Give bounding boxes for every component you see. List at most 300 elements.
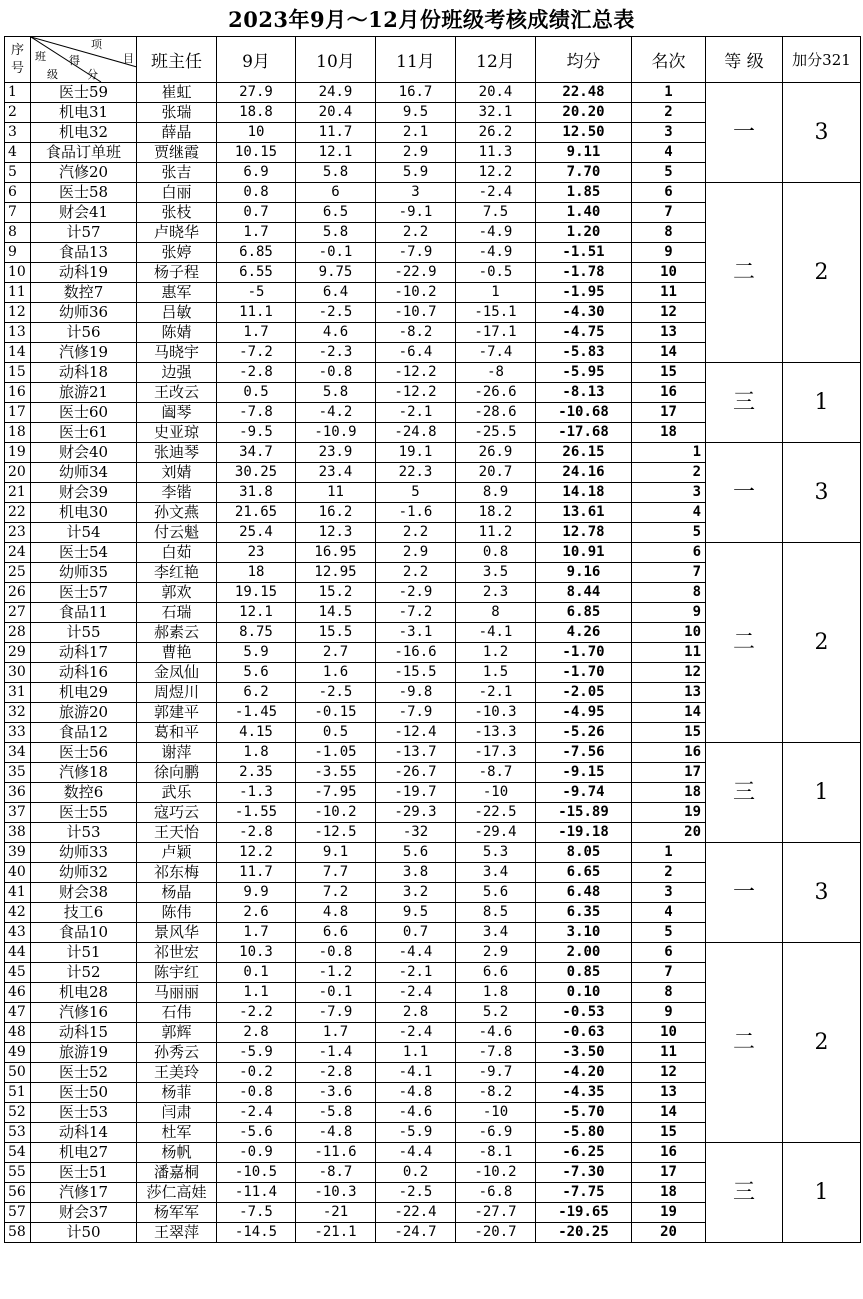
rank: 9 (632, 1003, 706, 1023)
score-oct: -1.2 (296, 963, 376, 983)
rank: 7 (632, 963, 706, 983)
score-nov: -26.7 (376, 763, 456, 783)
score-dec: -6.8 (456, 1183, 536, 1203)
rank: 12 (632, 663, 706, 683)
score-dec: 1.5 (456, 663, 536, 683)
score-sep: 1.7 (217, 223, 296, 243)
score-dec: 5.6 (456, 883, 536, 903)
score-sep: 2.35 (217, 763, 296, 783)
class-name: 机电32 (31, 123, 137, 143)
average-score: 20.20 (536, 103, 632, 123)
diag-label-class: 班 (35, 50, 46, 63)
score-dec: -8.1 (456, 1143, 536, 1163)
table-row (5, 743, 861, 763)
teacher-name: 陈伟 (137, 903, 217, 923)
average-score: -19.18 (536, 823, 632, 843)
class-name: 医士56 (31, 743, 137, 763)
header-index-bottom: 号 (10, 60, 24, 76)
teacher-name: 郭建平 (137, 703, 217, 723)
score-nov: 2.2 (376, 563, 456, 583)
row-index: 35 (5, 763, 31, 783)
score-oct: -10.3 (296, 1183, 376, 1203)
score-oct: 5.8 (296, 383, 376, 403)
diag-label-fen: 分 (87, 68, 98, 81)
class-name: 动科19 (31, 263, 137, 283)
score-nov: 2.9 (376, 143, 456, 163)
score-dec: -2.4 (456, 183, 536, 203)
table-row (5, 943, 861, 963)
score-dec: 11.2 (456, 523, 536, 543)
score-oct: -21 (296, 1203, 376, 1223)
row-index: 11 (5, 283, 31, 303)
score-nov: 0.2 (376, 1163, 456, 1183)
row-index: 28 (5, 623, 31, 643)
average-score: 6.85 (536, 603, 632, 623)
header-sep: 9月 (217, 37, 296, 83)
score-sep: -5 (217, 283, 296, 303)
average-score: -17.68 (536, 423, 632, 443)
score-dec: -17.3 (456, 743, 536, 763)
score-sep: 5.6 (217, 663, 296, 683)
score-dec: -7.8 (456, 1043, 536, 1063)
teacher-name: 寇巧云 (137, 803, 217, 823)
score-sep: 11.1 (217, 303, 296, 323)
score-dec: -22.5 (456, 803, 536, 823)
average-score: 12.50 (536, 123, 632, 143)
row-index: 10 (5, 263, 31, 283)
class-name: 动科17 (31, 643, 137, 663)
teacher-name: 郭辉 (137, 1023, 217, 1043)
score-nov: 5.9 (376, 163, 456, 183)
row-index: 49 (5, 1043, 31, 1063)
score-nov: 2.9 (376, 543, 456, 563)
class-name: 财会38 (31, 883, 137, 903)
teacher-name: 王美玲 (137, 1063, 217, 1083)
bonus-points: 1 (783, 1143, 861, 1243)
grade-level: 三 (706, 743, 783, 843)
row-index: 16 (5, 383, 31, 403)
score-nov: 5.6 (376, 843, 456, 863)
score-sep: 2.6 (217, 903, 296, 923)
score-oct: 12.3 (296, 523, 376, 543)
score-sep: -0.8 (217, 1083, 296, 1103)
average-score: 9.11 (536, 143, 632, 163)
rank: 18 (632, 783, 706, 803)
teacher-name: 莎仁高娃 (137, 1183, 217, 1203)
score-oct: 15.2 (296, 583, 376, 603)
teacher-name: 金凤仙 (137, 663, 217, 683)
teacher-name: 张瑞 (137, 103, 217, 123)
rank: 18 (632, 1183, 706, 1203)
score-dec: -7.4 (456, 343, 536, 363)
teacher-name: 白茹 (137, 543, 217, 563)
score-oct: 23.9 (296, 443, 376, 463)
score-sep: 18.8 (217, 103, 296, 123)
score-nov: -12.2 (376, 383, 456, 403)
average-score: -5.83 (536, 343, 632, 363)
row-index: 23 (5, 523, 31, 543)
row-index: 34 (5, 743, 31, 763)
teacher-name: 武乐 (137, 783, 217, 803)
class-name: 幼师32 (31, 863, 137, 883)
rank: 20 (632, 1223, 706, 1243)
score-sep: 1.8 (217, 743, 296, 763)
rank: 3 (632, 123, 706, 143)
teacher-name: 付云魁 (137, 523, 217, 543)
score-nov: -12.2 (376, 363, 456, 383)
rank: 14 (632, 1103, 706, 1123)
score-nov: -2.1 (376, 403, 456, 423)
teacher-name: 陈婧 (137, 323, 217, 343)
score-sep: -14.5 (217, 1223, 296, 1243)
score-nov: -4.4 (376, 943, 456, 963)
score-dec: -4.9 (456, 243, 536, 263)
score-oct: -0.8 (296, 943, 376, 963)
class-name: 幼师33 (31, 843, 137, 863)
average-score: -20.25 (536, 1223, 632, 1243)
rank: 15 (632, 723, 706, 743)
grade-level: 一 (706, 443, 783, 543)
score-dec: -4.9 (456, 223, 536, 243)
rank: 3 (632, 483, 706, 503)
average-score: 1.85 (536, 183, 632, 203)
rank: 13 (632, 323, 706, 343)
average-score: -1.51 (536, 243, 632, 263)
grade-level: 二 (706, 943, 783, 1143)
score-sep: 0.1 (217, 963, 296, 983)
class-name: 医士50 (31, 1083, 137, 1103)
row-index: 27 (5, 603, 31, 623)
row-index: 53 (5, 1123, 31, 1143)
bonus-points: 3 (783, 443, 861, 543)
row-index: 51 (5, 1083, 31, 1103)
score-sep: -11.4 (217, 1183, 296, 1203)
score-oct: 1.7 (296, 1023, 376, 1043)
score-sep: 1.7 (217, 323, 296, 343)
row-index: 13 (5, 323, 31, 343)
average-score: -2.05 (536, 683, 632, 703)
score-oct: -3.55 (296, 763, 376, 783)
teacher-name: 王翠萍 (137, 1223, 217, 1243)
row-index: 8 (5, 223, 31, 243)
bonus-points: 1 (783, 743, 861, 843)
row-index: 41 (5, 883, 31, 903)
row-index: 25 (5, 563, 31, 583)
score-dec: -10 (456, 783, 536, 803)
score-oct: 5.8 (296, 223, 376, 243)
score-nov: 16.7 (376, 83, 456, 103)
score-sep: 6.85 (217, 243, 296, 263)
row-index: 3 (5, 123, 31, 143)
score-nov: -4.4 (376, 1143, 456, 1163)
score-sep: -2.4 (217, 1103, 296, 1123)
score-oct: -7.95 (296, 783, 376, 803)
class-name: 动科14 (31, 1123, 137, 1143)
rank: 17 (632, 763, 706, 783)
score-dec: 6.6 (456, 963, 536, 983)
teacher-name: 郝素云 (137, 623, 217, 643)
score-oct: 6.6 (296, 923, 376, 943)
score-oct: 14.5 (296, 603, 376, 623)
average-score: 6.48 (536, 883, 632, 903)
bonus-points: 2 (783, 183, 861, 363)
class-name: 动科18 (31, 363, 137, 383)
score-oct: 16.95 (296, 543, 376, 563)
row-index: 40 (5, 863, 31, 883)
score-dec: 20.4 (456, 83, 536, 103)
score-oct: 11.7 (296, 123, 376, 143)
class-name: 动科15 (31, 1023, 137, 1043)
score-nov: -4.6 (376, 1103, 456, 1123)
score-oct: -1.05 (296, 743, 376, 763)
class-name: 医士52 (31, 1063, 137, 1083)
average-score: -9.15 (536, 763, 632, 783)
score-oct: -2.5 (296, 683, 376, 703)
table-row (5, 83, 861, 103)
row-index: 54 (5, 1143, 31, 1163)
score-sep: -2.2 (217, 1003, 296, 1023)
teacher-name: 李红艳 (137, 563, 217, 583)
class-name: 食品10 (31, 923, 137, 943)
score-sep: 25.4 (217, 523, 296, 543)
average-score: 8.05 (536, 843, 632, 863)
teacher-name: 吕敏 (137, 303, 217, 323)
score-sep: 6.55 (217, 263, 296, 283)
score-dec: -25.5 (456, 423, 536, 443)
rank: 11 (632, 643, 706, 663)
average-score: 4.26 (536, 623, 632, 643)
rank: 13 (632, 683, 706, 703)
teacher-name: 杨菲 (137, 1083, 217, 1103)
class-name: 汽修17 (31, 1183, 137, 1203)
score-oct: -2.5 (296, 303, 376, 323)
row-index: 38 (5, 823, 31, 843)
class-name: 汽修19 (31, 343, 137, 363)
teacher-name: 王天怡 (137, 823, 217, 843)
class-name: 医士57 (31, 583, 137, 603)
class-name: 财会37 (31, 1203, 137, 1223)
row-index: 48 (5, 1023, 31, 1043)
average-score: 14.18 (536, 483, 632, 503)
teacher-name: 曹艳 (137, 643, 217, 663)
diag-label-item: 项 (91, 38, 102, 51)
score-sep: 0.7 (217, 203, 296, 223)
score-sep: 1.7 (217, 923, 296, 943)
class-name: 汽修20 (31, 163, 137, 183)
score-oct: 24.9 (296, 83, 376, 103)
row-index: 21 (5, 483, 31, 503)
class-name: 食品订单班 (31, 143, 137, 163)
score-sep: -2.8 (217, 823, 296, 843)
teacher-name: 马丽丽 (137, 983, 217, 1003)
rank: 12 (632, 303, 706, 323)
header-index (5, 37, 31, 83)
score-dec: 1.8 (456, 983, 536, 1003)
header-dec: 12月 (456, 37, 536, 83)
score-sep: 4.15 (217, 723, 296, 743)
score-dec: 2.9 (456, 943, 536, 963)
score-oct: 4.6 (296, 323, 376, 343)
class-name: 技工6 (31, 903, 137, 923)
table-row (5, 443, 861, 463)
row-index: 55 (5, 1163, 31, 1183)
score-dec: -6.9 (456, 1123, 536, 1143)
rank: 11 (632, 1043, 706, 1063)
rank: 18 (632, 423, 706, 443)
bonus-points: 3 (783, 83, 861, 183)
score-dec: -15.1 (456, 303, 536, 323)
teacher-name: 李锴 (137, 483, 217, 503)
score-oct: -11.6 (296, 1143, 376, 1163)
average-score: 12.78 (536, 523, 632, 543)
bonus-points: 2 (783, 943, 861, 1143)
score-sep: -10.5 (217, 1163, 296, 1183)
score-sep: -5.9 (217, 1043, 296, 1063)
average-score: -10.68 (536, 403, 632, 423)
score-oct: 6.4 (296, 283, 376, 303)
row-index: 24 (5, 543, 31, 563)
teacher-name: 卢晓华 (137, 223, 217, 243)
diag-label-ji: 级 (47, 68, 58, 81)
header-grade: 等 级 (706, 37, 783, 83)
rank: 1 (632, 843, 706, 863)
average-score: -8.13 (536, 383, 632, 403)
score-dec: 8 (456, 603, 536, 623)
table-row (5, 543, 861, 563)
score-sep: -1.45 (217, 703, 296, 723)
average-score: -5.80 (536, 1123, 632, 1143)
row-index: 32 (5, 703, 31, 723)
score-dec: -9.7 (456, 1063, 536, 1083)
average-score: -6.25 (536, 1143, 632, 1163)
header-diagonal-cell (31, 37, 137, 83)
teacher-name: 张迪琴 (137, 443, 217, 463)
score-oct: -2.8 (296, 1063, 376, 1083)
score-sep: 0.5 (217, 383, 296, 403)
rank: 14 (632, 703, 706, 723)
score-nov: -16.6 (376, 643, 456, 663)
score-nov: 3.8 (376, 863, 456, 883)
table-title: 2023年9月～12月份班级考核成绩汇总表 (228, 7, 635, 32)
grade-level: 三 (706, 1143, 783, 1243)
class-name: 计56 (31, 323, 137, 343)
rank: 12 (632, 1063, 706, 1083)
teacher-name: 石瑞 (137, 603, 217, 623)
row-index: 7 (5, 203, 31, 223)
score-sep: 10.3 (217, 943, 296, 963)
average-score: -5.95 (536, 363, 632, 383)
row-index: 17 (5, 403, 31, 423)
score-nov: -19.7 (376, 783, 456, 803)
score-nov: -12.4 (376, 723, 456, 743)
rank: 11 (632, 283, 706, 303)
score-oct: -0.8 (296, 363, 376, 383)
average-score: -4.35 (536, 1083, 632, 1103)
row-index: 30 (5, 663, 31, 683)
teacher-name: 陈宇红 (137, 963, 217, 983)
average-score: -3.50 (536, 1043, 632, 1063)
average-score: -1.95 (536, 283, 632, 303)
score-dec: 7.5 (456, 203, 536, 223)
table-row (5, 1143, 861, 1163)
row-index: 22 (5, 503, 31, 523)
table-row (5, 363, 861, 383)
score-dec: -10.2 (456, 1163, 536, 1183)
rank: 10 (632, 263, 706, 283)
class-name: 机电30 (31, 503, 137, 523)
row-index: 26 (5, 583, 31, 603)
class-name: 机电29 (31, 683, 137, 703)
class-name: 旅游19 (31, 1043, 137, 1063)
score-nov: 2.1 (376, 123, 456, 143)
score-sep: 0.8 (217, 183, 296, 203)
average-score: -0.63 (536, 1023, 632, 1043)
rank: 16 (632, 383, 706, 403)
row-index: 29 (5, 643, 31, 663)
class-name: 计50 (31, 1223, 137, 1243)
class-name: 医士51 (31, 1163, 137, 1183)
score-sep: 10 (217, 123, 296, 143)
score-oct: 1.6 (296, 663, 376, 683)
class-name: 机电27 (31, 1143, 137, 1163)
score-nov: -22.9 (376, 263, 456, 283)
score-sep: 10.15 (217, 143, 296, 163)
header-average: 均分 (536, 37, 632, 83)
score-nov: -9.8 (376, 683, 456, 703)
score-nov: -8.2 (376, 323, 456, 343)
score-oct: 0.5 (296, 723, 376, 743)
class-name: 计53 (31, 823, 137, 843)
teacher-name: 闫肃 (137, 1103, 217, 1123)
average-score: -15.89 (536, 803, 632, 823)
row-index: 44 (5, 943, 31, 963)
teacher-name: 史亚琼 (137, 423, 217, 443)
teacher-name: 杨晶 (137, 883, 217, 903)
row-index: 57 (5, 1203, 31, 1223)
average-score: -5.70 (536, 1103, 632, 1123)
score-oct: 7.7 (296, 863, 376, 883)
teacher-name: 张枝 (137, 203, 217, 223)
average-score: -7.56 (536, 743, 632, 763)
teacher-name: 杨帆 (137, 1143, 217, 1163)
class-name: 幼师34 (31, 463, 137, 483)
grade-level: 二 (706, 543, 783, 743)
rank: 8 (632, 223, 706, 243)
score-sep: 2.8 (217, 1023, 296, 1043)
class-name: 计52 (31, 963, 137, 983)
diag-label-mu: 目 (123, 52, 134, 65)
score-nov: -15.5 (376, 663, 456, 683)
score-sep: 6.9 (217, 163, 296, 183)
score-sep: -0.2 (217, 1063, 296, 1083)
score-nov: -7.9 (376, 703, 456, 723)
class-name: 财会39 (31, 483, 137, 503)
grade-level: 一 (706, 843, 783, 943)
score-oct: -4.2 (296, 403, 376, 423)
teacher-name: 阖琴 (137, 403, 217, 423)
score-oct: -0.15 (296, 703, 376, 723)
score-oct: 6 (296, 183, 376, 203)
teacher-name: 薛晶 (137, 123, 217, 143)
teacher-name: 王改云 (137, 383, 217, 403)
class-name: 计57 (31, 223, 137, 243)
score-dec: 12.2 (456, 163, 536, 183)
score-oct: -4.8 (296, 1123, 376, 1143)
class-name: 食品13 (31, 243, 137, 263)
score-oct: -10.9 (296, 423, 376, 443)
score-oct: 9.1 (296, 843, 376, 863)
rank: 13 (632, 1083, 706, 1103)
